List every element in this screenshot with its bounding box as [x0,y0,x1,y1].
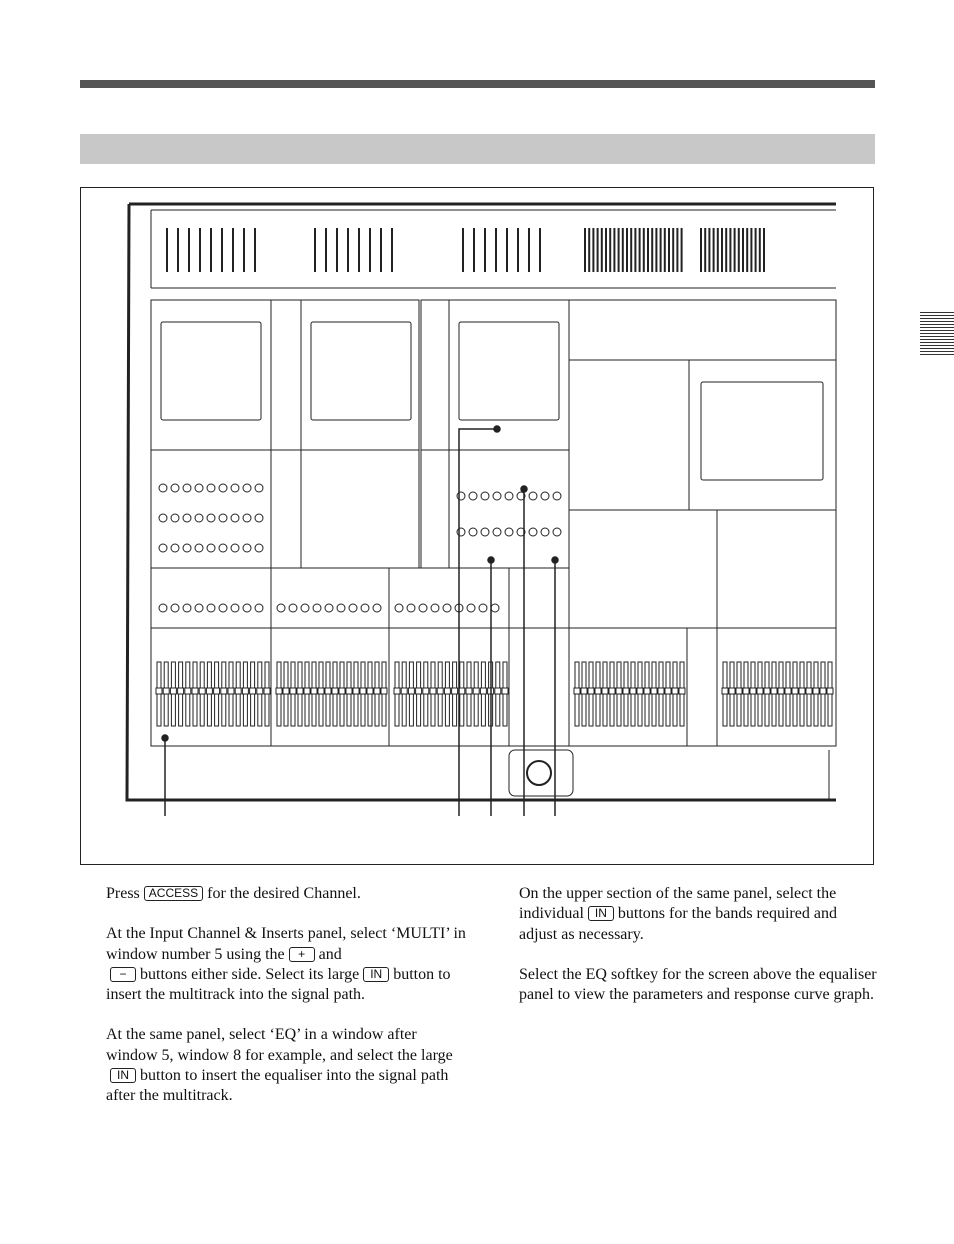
fader-cap [574,688,580,694]
fader-cap [297,688,303,694]
knob [349,604,357,612]
right-text-column [519,884,879,1025]
section-heading-band [80,134,875,164]
knob [419,604,427,612]
fader-cap [644,688,650,694]
text: and [318,945,342,963]
fader-cap [466,688,472,694]
fader-cap [630,688,636,694]
fader-cap [820,688,826,694]
fader-cap [813,688,819,694]
knob [407,604,415,612]
knob [481,492,489,500]
fader-cap [665,688,671,694]
fader-cap [623,688,629,694]
knob [159,514,167,522]
step-eq-softkey [519,965,879,1006]
knob [541,492,549,500]
knob [491,604,499,612]
fader-cap [250,688,256,694]
knob [467,604,475,612]
knob [255,544,263,552]
knob [231,514,239,522]
knob [277,604,285,612]
text: buttons either side. Select its large [140,965,360,983]
fader-cap [651,688,657,694]
knob [395,604,403,612]
screen-2 [311,322,411,420]
fader-cap [771,688,777,694]
in-key: IN [363,967,389,982]
fader-cap [318,688,324,694]
fader-cap [658,688,664,694]
knob [243,604,251,612]
fader-cap [764,688,770,694]
fader-cap [170,688,176,694]
knob [243,484,251,492]
knob [159,484,167,492]
fader-cap [206,688,212,694]
fader-cap [778,688,784,694]
fader-cap [799,688,805,694]
fader-cap [588,688,594,694]
knob [301,604,309,612]
knob [243,514,251,522]
fader-cap [178,688,184,694]
step-press-access [106,884,466,904]
text: buttons for the bands required and adjust as necessary. [519,905,837,943]
knob [505,528,513,536]
knob [231,604,239,612]
fader-cap [401,688,407,694]
fader-cap [430,688,436,694]
fader-cap [290,688,296,694]
knob [183,514,191,522]
fader-cap [283,688,289,694]
knob [219,484,227,492]
knob [469,528,477,536]
fader-cap [602,688,608,694]
knob [171,544,179,552]
fader-cap [729,688,735,694]
text: On the upper section of the same panel, select the individual [519,885,837,923]
knob [219,544,227,552]
fader-cap [221,688,227,694]
fader-cap [595,688,601,694]
fader-cap [473,688,479,694]
in-key: IN [588,906,614,921]
fader-cap [367,688,373,694]
knob [457,492,465,500]
fader-cap [264,688,270,694]
knob [195,544,203,552]
fader-cap [156,688,162,694]
fader-cap [444,688,450,694]
fader-cap [408,688,414,694]
knob [171,604,179,612]
knob [469,492,477,500]
knob [195,514,203,522]
screen-4 [701,382,823,480]
fader-cap [353,688,359,694]
knob [553,528,561,536]
knob [195,604,203,612]
fader-cap [185,688,191,694]
fader-cap [311,688,317,694]
console-figure [80,187,874,865]
fader-cap [381,688,387,694]
fader-cap [214,688,220,694]
fader-cap [332,688,338,694]
step-select-multi [106,924,466,1005]
fader-cap [235,688,241,694]
step-select-bands [519,884,879,945]
knob [159,604,167,612]
fader-cap [722,688,728,694]
fader-cap [827,688,833,694]
knob [159,544,167,552]
knob [431,604,439,612]
fader-cap [672,688,678,694]
fader-cap [228,688,234,694]
text: button to insert the equaliser into the signal path after the multitrack. [106,1067,449,1105]
fader-cap [757,688,763,694]
fader-cap [339,688,345,694]
fader-cap [346,688,352,694]
fader-cap [480,688,486,694]
fader-cap [495,688,501,694]
step-select-eq [106,1025,466,1106]
knob [289,604,297,612]
text: At the same panel, select ‘EQ’ in a window after window 5, window 8 for example, and select the large [106,1026,453,1064]
knob [255,604,263,612]
fader-cap [437,688,443,694]
fader-cap [374,688,380,694]
fader-cap [360,688,366,694]
fader-cap [304,688,310,694]
fader-cap [394,688,400,694]
fader-cap [609,688,615,694]
left-text-column [106,884,466,1127]
in-key: IN [110,1068,136,1083]
knob [231,544,239,552]
fader-cap [257,688,263,694]
screen-1 [161,322,261,420]
knob [195,484,203,492]
fader-cap [792,688,798,694]
knob [207,514,215,522]
knob [481,528,489,536]
knob [255,514,263,522]
knob [243,544,251,552]
fader-cap [616,688,622,694]
fader-cap [750,688,756,694]
fader-cap [743,688,749,694]
knob [171,514,179,522]
plus-key: + [289,947,315,962]
knob [505,492,513,500]
knob [183,604,191,612]
access-key: ACCESS [144,886,203,901]
fader-cap [423,688,429,694]
knob [529,528,537,536]
knob [231,484,239,492]
fader-cap [242,688,248,694]
minus-key: − [110,967,136,982]
text: for the desired Channel. [207,885,361,902]
fader-cap [199,688,205,694]
fader-strips [156,662,833,726]
fader-cap [581,688,587,694]
knob [207,604,215,612]
knob-rows [159,484,561,612]
knob [207,484,215,492]
knob [255,484,263,492]
knob [443,604,451,612]
knob [541,528,549,536]
chapter-thumb-tab [920,312,954,356]
fader-cap [785,688,791,694]
knob [493,528,501,536]
screen-3 [459,322,559,420]
fader-cap [806,688,812,694]
knob [529,492,537,500]
knob [493,492,501,500]
knob [313,604,321,612]
fader-cap [276,688,282,694]
knob [479,604,487,612]
knob [457,528,465,536]
fader-cap [192,688,198,694]
knob [325,604,333,612]
console-diagram [81,188,875,866]
knob [373,604,381,612]
text: At the Input Channel & Inserts panel, select ‘MULTI’ in window number 5 using the [106,925,466,963]
knob [337,604,345,612]
fader-cap [637,688,643,694]
fader-cap [325,688,331,694]
knob [219,514,227,522]
knob [171,484,179,492]
knob [207,544,215,552]
fader-cap [502,688,508,694]
meter-bridge [167,228,764,272]
knob [553,492,561,500]
fader-cap [679,688,685,694]
fader-cap [736,688,742,694]
knob [219,604,227,612]
fader-cap [416,688,422,694]
knob [183,484,191,492]
text: Press [106,885,140,902]
top-rule [80,80,875,88]
text: button to insert the multitrack into the signal path. [106,965,451,1004]
knob [361,604,369,612]
fader-cap [163,688,169,694]
text: Select the EQ softkey for the screen above the equaliser panel to view the parameters and response curve graph. [519,965,877,1004]
fader-cap [452,688,458,694]
knob [183,544,191,552]
jog-wheel [527,761,551,785]
